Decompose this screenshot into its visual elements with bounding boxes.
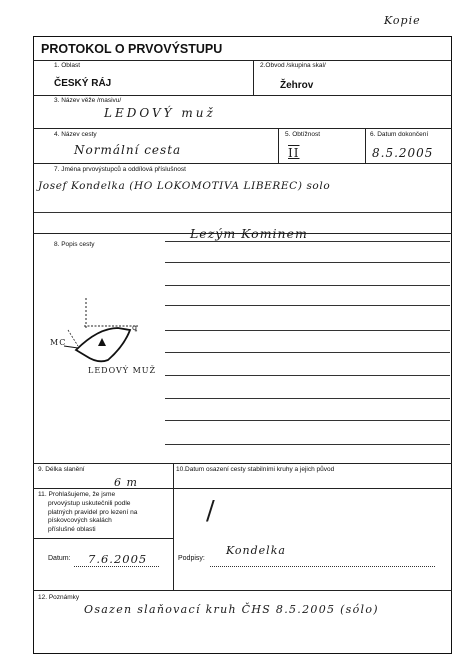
oblast-label: 1. Oblast [54, 62, 81, 69]
poznamky-value: Osazen slaňovací kruh ČHS 8.5.2005 (sólo) [84, 603, 379, 616]
jmena-value: Josef Kondelka (HO LOKOMOTIVA LIBEREC) solo [38, 180, 331, 192]
divider [33, 538, 173, 539]
datum-dokonceni-value: 8.5.2005 [372, 146, 434, 160]
popis-line [165, 375, 450, 376]
podpisy-value: Kondelka [226, 544, 286, 557]
nazev-cesty-value: Normální cesta [74, 143, 182, 157]
popis-label: 8. Popis cesty [54, 241, 95, 248]
divider [33, 488, 452, 489]
obtiznost-value: II [288, 146, 300, 160]
corner-note: Kopie [384, 14, 421, 27]
popis-line [165, 305, 450, 306]
jmena-line [34, 212, 451, 213]
popis-value: Lezým Kominem [190, 226, 308, 241]
divider [33, 463, 452, 464]
nazev-veze-value: LEDOVÝ muž [104, 106, 216, 120]
divider [33, 60, 452, 61]
poznamky-label: 12. Poznámky [38, 594, 80, 601]
divider [253, 60, 254, 95]
jmena-label: 7. Jména prvovýstupců a oddílová příslušnost [54, 166, 186, 173]
podpisy-line [210, 566, 435, 567]
popis-line [165, 285, 450, 286]
nazev-veze-label: 3. Název věže /masivu/ [54, 97, 122, 104]
prohlaseni-text: 11. Prohlašujeme, že jsme prvovýstup uskutečnili podle platných pravidel pro lezení na pískovcových skalách příslušné oblasti [38, 491, 138, 534]
obtiznost-label: 5. Obtížnost [285, 131, 321, 138]
divider [33, 590, 452, 591]
divider [278, 128, 279, 163]
sketch-mc-label: MC [50, 338, 67, 347]
datum-osazeni-value: / [206, 496, 215, 526]
datum-line [74, 566, 159, 567]
divider [173, 463, 174, 590]
popis-line [165, 262, 450, 263]
podpisy-label: Podpisy: [178, 555, 205, 562]
delka-slaneni-value: 6 m [114, 476, 138, 489]
divider [33, 163, 452, 164]
oblast-value: ČESKÝ RÁJ [54, 78, 112, 89]
obvod-label: 2.Obvod /skupina skal/ [260, 62, 326, 69]
nazev-cesty-label: 4. Název cesty [54, 131, 97, 138]
delka-slaneni-label: 9. Délka slanění [38, 466, 85, 473]
datum-dokonceni-label: 6. Datum dokončení [370, 131, 429, 138]
divider [33, 128, 452, 129]
popis-line [165, 398, 450, 399]
divider [33, 95, 452, 96]
datum-label: Datum: [48, 555, 71, 562]
svg-text:ꝗ: ꝗ [132, 323, 138, 332]
datum-osazeni-label: 10.Datum osazení cesty stabilními kruhy a jejich původ [176, 466, 335, 473]
popis-line [165, 352, 450, 353]
popis-line [165, 444, 450, 445]
popis-line [165, 420, 450, 421]
divider [365, 128, 366, 163]
popis-line [165, 241, 450, 242]
datum-value: 7.6.2005 [88, 552, 148, 566]
sketch-caption: LEDOVÝ MUŽ [88, 366, 157, 375]
popis-line [165, 330, 450, 331]
page-title: PROTOKOL O PRVOVÝSTUPU [41, 42, 223, 56]
obvod-value: Žehrov [280, 80, 314, 91]
